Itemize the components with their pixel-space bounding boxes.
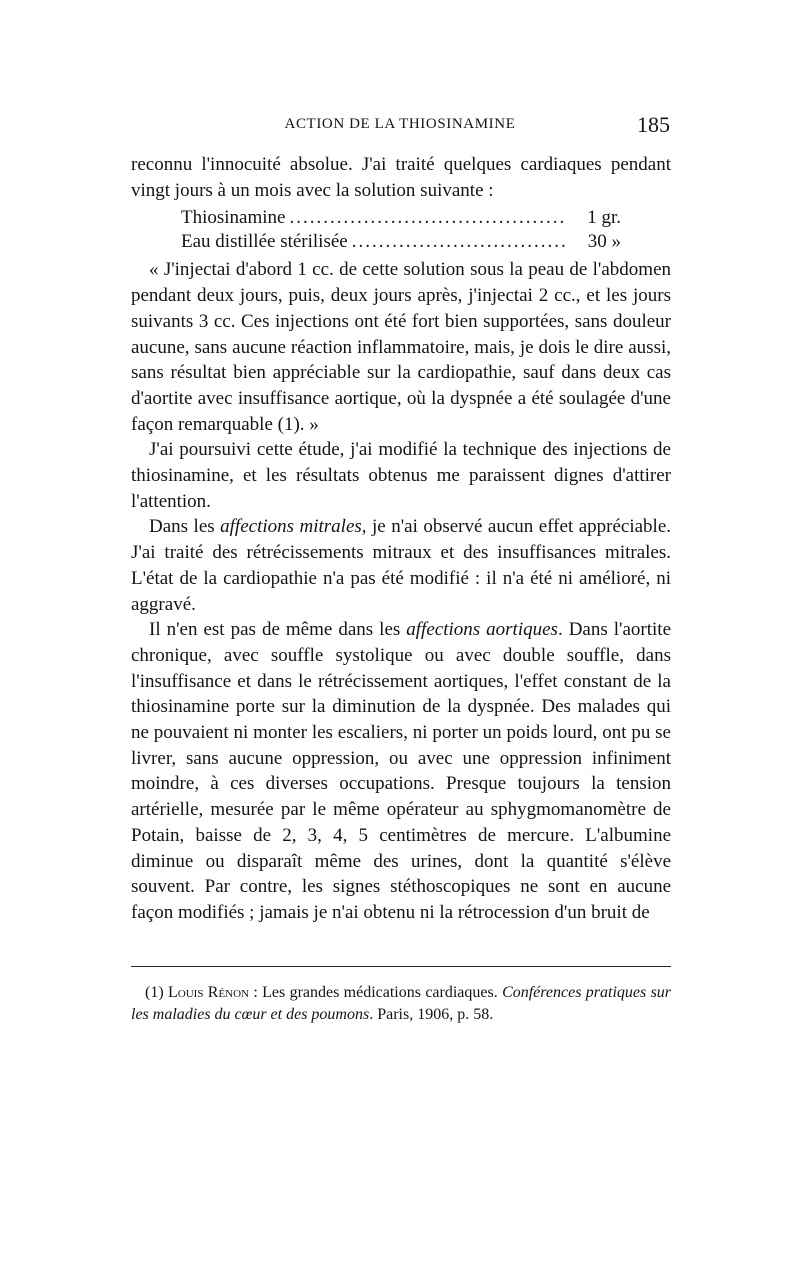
footnote-author: Louis Rénon [168, 984, 250, 1001]
recipe-quantity: 30 » [587, 231, 621, 253]
paragraph-5 [131, 617, 671, 925]
footnote-marker: (1) [145, 984, 164, 1001]
footnote [131, 982, 671, 1026]
footnote-text-1: : Les grandes médications cardiaques. [249, 984, 503, 1001]
paragraph-4-start: Dans les [149, 516, 221, 538]
recipe-list [181, 206, 621, 254]
paragraph-4-end: , je n'ai observé aucun effet appréciable. J'ai traité des rétrécissements mitraux et des insuffisances mitrales. L'état de la cardiopathie n'a pas été modifié : il n'a été ni amélioré, ni aggravé. [131, 516, 672, 615]
paragraph-4 [131, 514, 671, 617]
leader-dots [289, 206, 567, 230]
paragraph-1: reconnu l'innocuité absolue. J'ai traité quelques cardiaques pendant vingt jours à un mois avec la solution suivante : [131, 154, 671, 201]
paragraph-3: J'ai poursuivi cette étude, j'ai modifié la technique des injections de thiosinamine, et les résultats obtenus me paraissent dignes d'attirer l'attention. [131, 439, 671, 512]
paragraph-2: « J'injectai d'abord 1 cc. de cette solution sous la peau de l'abdomen pendant deux jours, puis, deux jours après, j'injectai 2 cc., et les jours suivants 3 cc. Ces injections ont été fort bien supportées, sans douleur aucune, sans aucune réaction inflammatoire, mais, je dois le dire aussi, sans résultat bien appréciable sur la cardiopathie, sauf dans deux cas d'aortite avec insuffisance aortique, où la dyspnée a été soulagée d'une façon remarquable (1). » [131, 259, 671, 435]
recipe-row [181, 206, 621, 230]
recipe-ingredient: Thiosinamine [181, 207, 286, 229]
recipe-quantity: 1 gr. [587, 207, 621, 229]
footnote-rule [131, 966, 671, 967]
footnote-text-2: . Paris, 1906, p. 58. [369, 1006, 494, 1023]
recipe-ingredient: Eau distillée stérilisée [181, 231, 348, 253]
page-header [130, 112, 670, 142]
page-number: 185 [637, 112, 670, 137]
leader-dots [352, 230, 567, 254]
emphasis-affections-aortiques: affections aortiques [406, 619, 558, 641]
footnote-title: Conférences pratiques sur les maladies du cœur et des poumons [131, 984, 672, 1023]
paragraph-5-end: . Dans l'aortite chronique, avec souffle systolique ou avec double souffle, dans l'insuffisance et dans le rétrécissement aortiques, l'effet constant de la thiosinamine porte sur la diminution de la dyspnée. Des malades qui ne pouvaient ni monter les escaliers, ni porter un poids lourd, ont pu se livrer, sans aucune oppression, ou avec une oppression infiniment moindre, à ces diverses occupations. Presque toujours la tension artérielle, mesurée par le même opérateur au sphygmomanomètre de Potain, baisse de 2, 3, 4, 5 centimètres de mercure. L'albumine diminue ou disparaît même des urines, dont la quantité s'élève souvent. Par contre, les signes stéthoscopiques ne sont en aucune façon modifiés ; jamais je n'ai obtenu ni la rétrocession d'un bruit de [131, 619, 672, 923]
recipe-row [181, 230, 621, 254]
emphasis-affections-mitrales: affections mitrales [220, 516, 362, 538]
running-title: ACTION DE LA THIOSINAMINE [284, 116, 516, 132]
body-text [131, 152, 671, 926]
paragraph-5-start: Il n'en est pas de même dans les [149, 619, 407, 641]
